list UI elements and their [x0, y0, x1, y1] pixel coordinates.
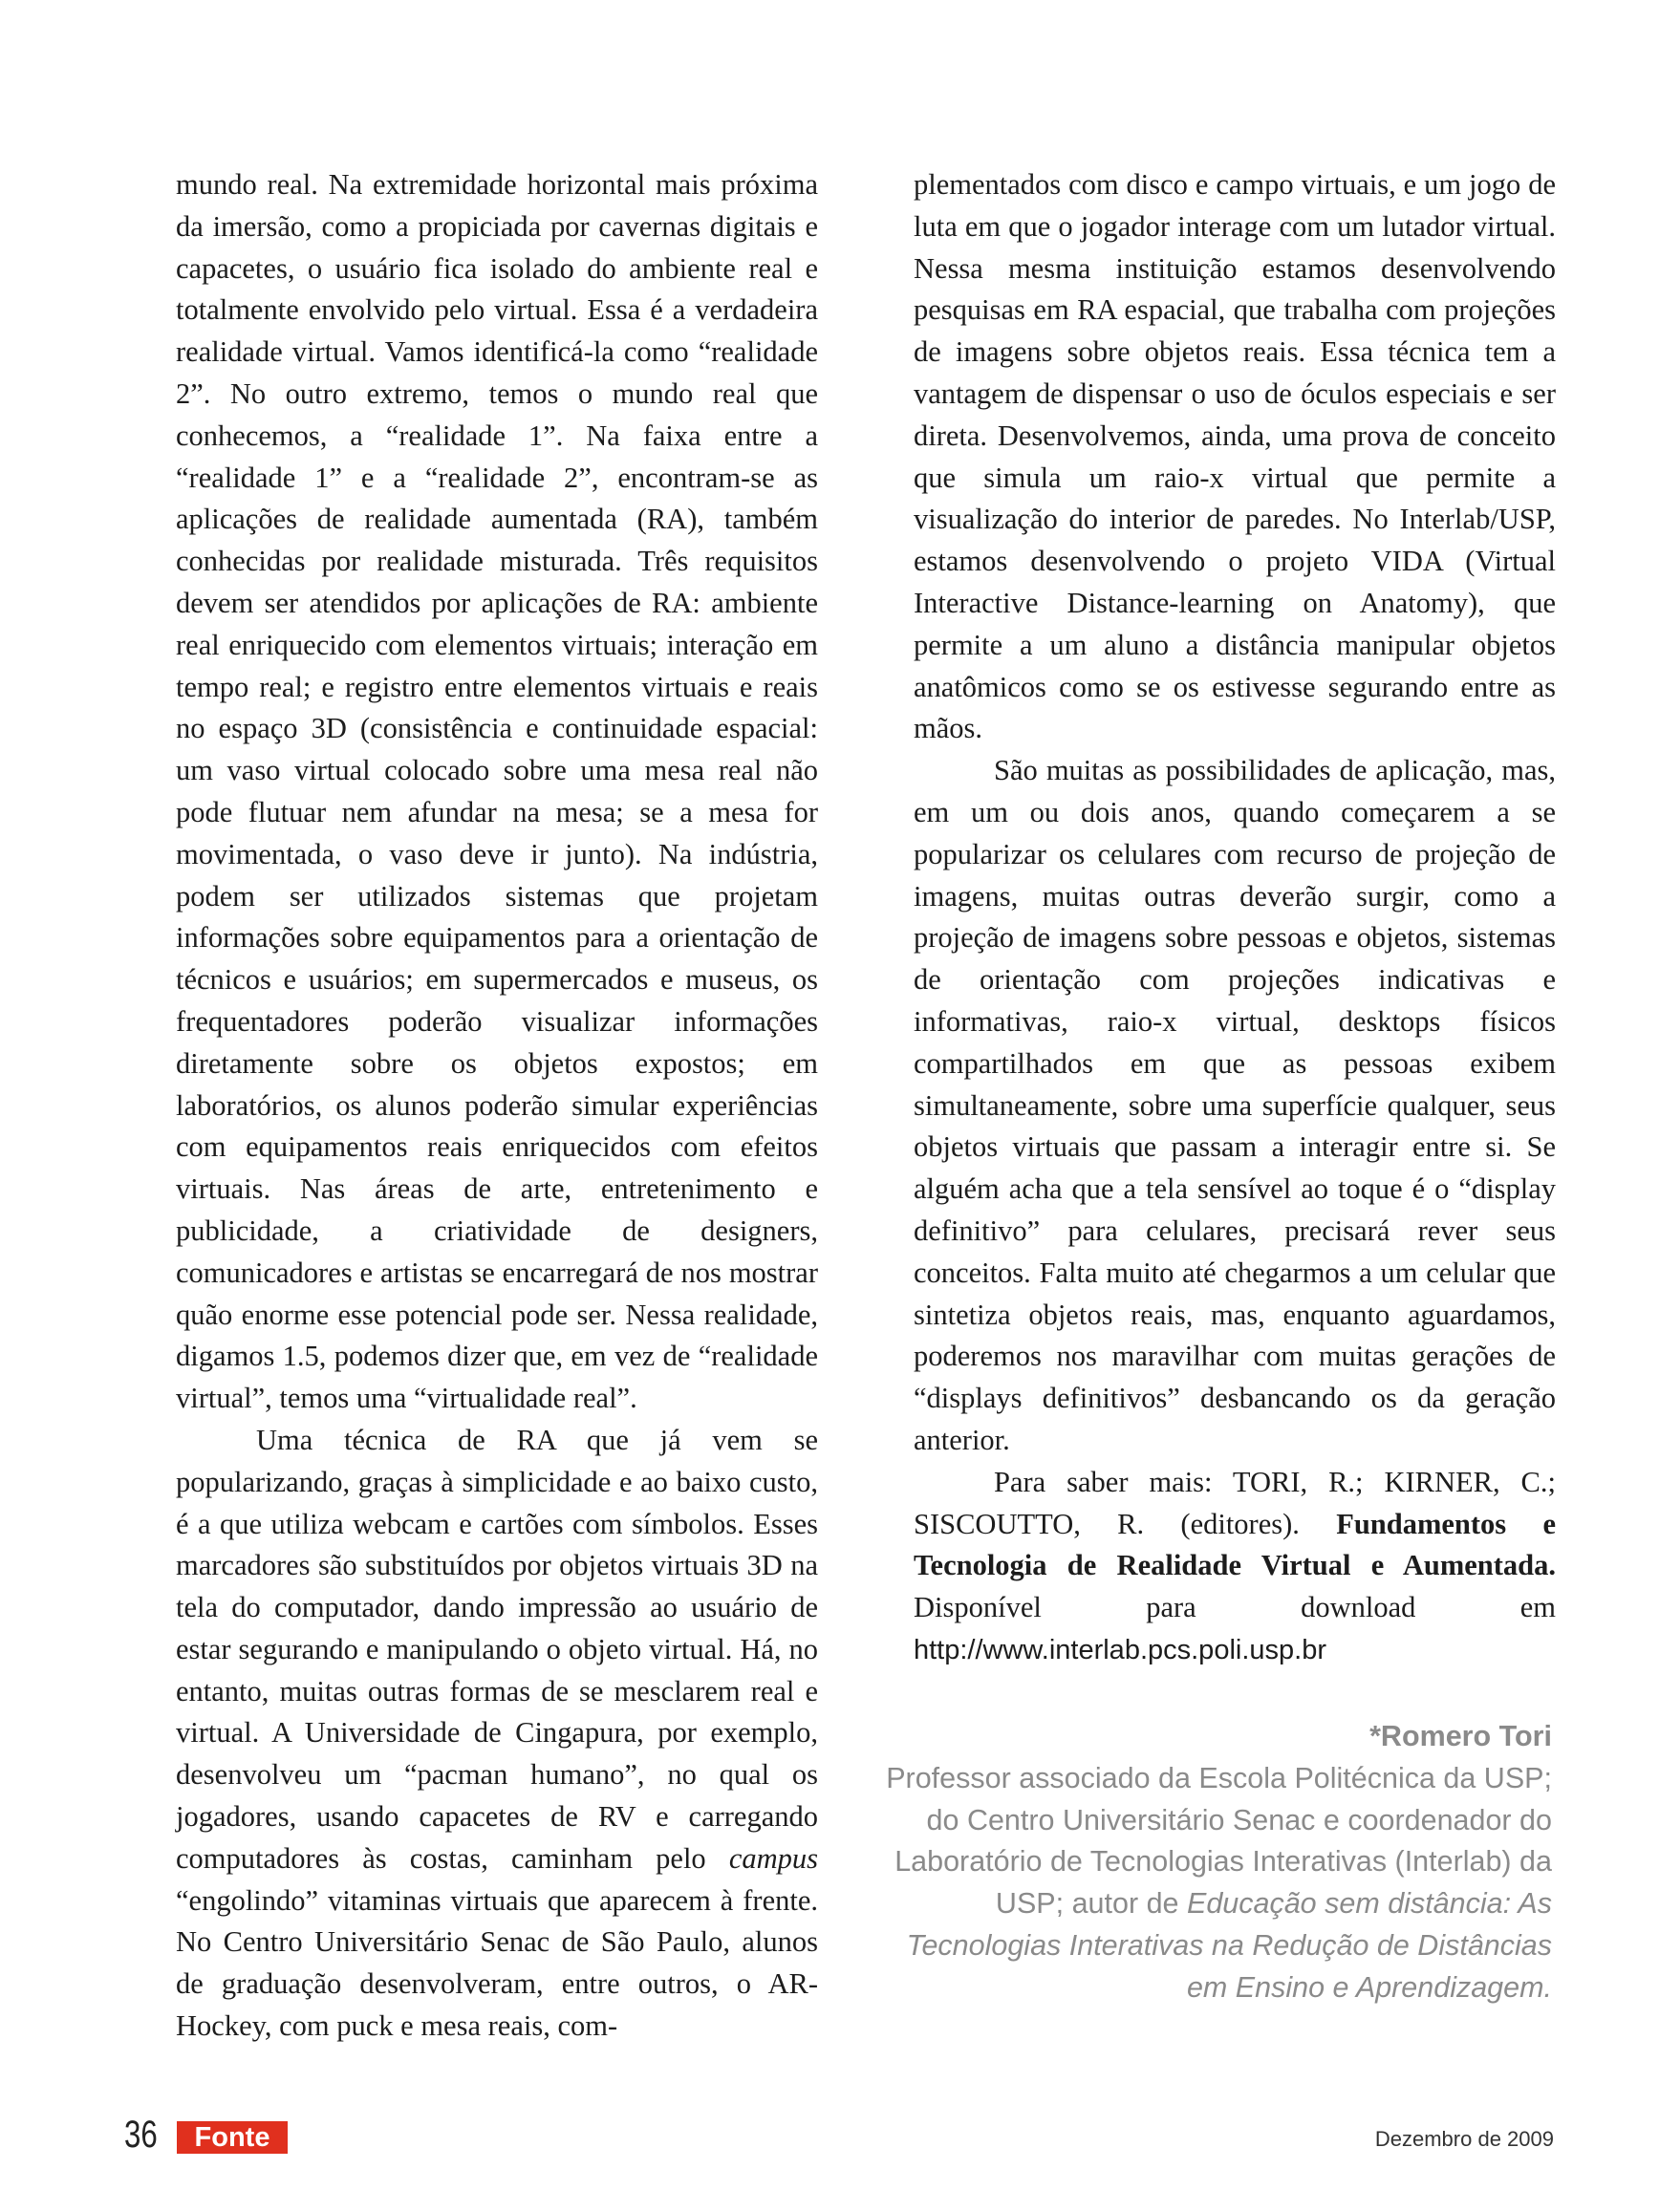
left-paragraph-2-text-a: Uma técnica de RA que já vem se popularizando, graças à simplicidade e ao baixo custo, é a que utiliza webcam e cartões com símbolos. Esses marcadores são substituídos por objetos virtuais 3D na tela do computador, dando impressão ao usuário de estar segurando e manipulando o objeto virtual. Há, no entanto, muitas outras formas de se mesclarem real e virtual. A Universidade de Cingapura, por exemplo, desenvolveu um “pacman humano”, no qual os jogadores, usando capacetes de RV e carregando computadores às costas, caminham pelo	[176, 1423, 818, 1875]
reference-book-title: Fundamentos e Tecnologia de Realidade Virtual e Aumentada.	[914, 1507, 1556, 1582]
author-description	[860, 1758, 1552, 2009]
right-paragraph-2: São muitas as possibilidades de aplicação, mas, em um ou dois anos, quando começarem a se popularizar os celulares com recurso de projeção de imagens, muitas outras deverão surgir, como a projeção de imagens sobre pessoas e objetos, sistemas de orientação com projeções indicativas e informativas, raio-x virtual, desktops físicos compartilhados em que as pessoas exibem simultaneamente, sobre uma superfície qualquer, seus objetos virtuais que passam a interagir entre si. Se alguém acha que a tela sensível ao toque é o “display definitivo” para celulares, precisará rever seus conceitos. Falta muito até chegarmos a um celular que sintetiza objetos reais, mas, enquanto aguardamos, poderemos nos maravilhar com muitas gerações de “displays definitivos” desbancando os da geração anterior.	[914, 754, 1556, 1456]
reference-text-a: Para saber mais: TORI, R.; KIRNER, C.; SISCOUTTO, R. (editores).	[914, 1465, 1556, 1540]
author-description-text: Professor associado da Escola Politécnica da USP; do Centro Universitário Senac e coordenador do Laboratório de Tecnologias Interativas (Interlab) da USP; autor de	[886, 1761, 1552, 1921]
author-book-title: Educação sem distância: As Tecnologias Interativas na Redução de Distâncias em Ensino e Aprendizagem.	[906, 1887, 1552, 2004]
left-paragraph-2	[176, 1420, 818, 2048]
campus-italic: campus	[728, 1841, 818, 1875]
left-paragraph-1: mundo real. Na extremidade horizontal mais próxima da imersão, como a propiciada por cavernas digitais e capacetes, o usuário fica isolado do ambiente real e totalmente envolvido pelo virtual. Essa é a verdadeira realidade virtual. Vamos identificá-la como “realidade 2”. No outro extremo, temos o mundo real que conhecemos, a “realidade 1”. Na faixa entre a “realidade 1” e a “realidade 2”, encontram-se as aplicações de realidade aumentada (RA), também conhecidas por realidade misturada. Três requisitos devem ser atendidos por aplicações de RA: ambiente real enriquecido com elementos virtuais; interação em tempo real; e registro entre elementos virtuais e reais no espaço 3D (consistência e continuidade espacial: um vaso virtual colocado sobre uma mesa real não pode flutuar nem afundar na mesa; se a mesa for movimentada, o vaso deve ir junto). Na indústria, podem ser utilizados sistemas que projetam informações sobre equipamentos para a orientação de técnicos e usuários; em supermercados e museus, os frequentadores poderão visualizar informações diretamente sobre os objetos expostos; em laboratórios, os alunos poderão simular experiências com equipamentos reais enriquecidos com efeitos virtuais. Nas áreas de arte, entretenimento e publicidade, a criatividade de designers, comunicadores e artistas se encarregará de nos mostrar quão enorme esse potencial pode ser. Nessa realidade, digamos 1.5, podemos dizer que, em vez de “realidade virtual”, temos uma “virtualidade real”.	[176, 168, 818, 1415]
reference-paragraph	[914, 1462, 1556, 1672]
left-column	[176, 164, 818, 2048]
reference-url-link[interactable]: http://www.interlab.pcs.poli.usp.br	[914, 1634, 1326, 1665]
issue-date: Dezembro de 2009	[1374, 2127, 1554, 2151]
author-name: *Romero Tori	[1369, 1720, 1552, 1752]
author-bio	[860, 1716, 1552, 2009]
page-number: 36	[124, 2114, 158, 2156]
left-paragraph-2-text-b: “engolindo” vitaminas virtuais que aparecem à frente. No Centro Universitário Senac de São Paulo, alunos de graduação desenvolveram, entre outros, o AR-Hockey, com puck e mesa reais, com-	[176, 1883, 818, 2043]
right-paragraph-1: plementados com disco e campo virtuais, e um jogo de luta em que o jogador interage com um lutador virtual. Nessa mesma instituição estamos desenvolvendo pesquisas em RA espacial, que trabalha com projeções de imagens sobre objetos reais. Essa técnica tem a vantagem de dispensar o uso de óculos especiais e ser direta. Desenvolvemos, ainda, uma prova de conceito que simula um raio-x virtual que permite a visualização do interior de paredes. No Interlab/USP, estamos desenvolvendo o projeto VIDA (Virtual Interactive Distance-learning on Anatomy), que permite a um aluno a distância manipular objetos anatômicos como se os estivesse segurando entre as mãos.	[914, 168, 1556, 745]
right-column	[914, 164, 1556, 1672]
reference-text-b: Disponível para download em	[914, 1591, 1556, 1624]
fonte-logo: Fonte	[177, 2121, 288, 2154]
